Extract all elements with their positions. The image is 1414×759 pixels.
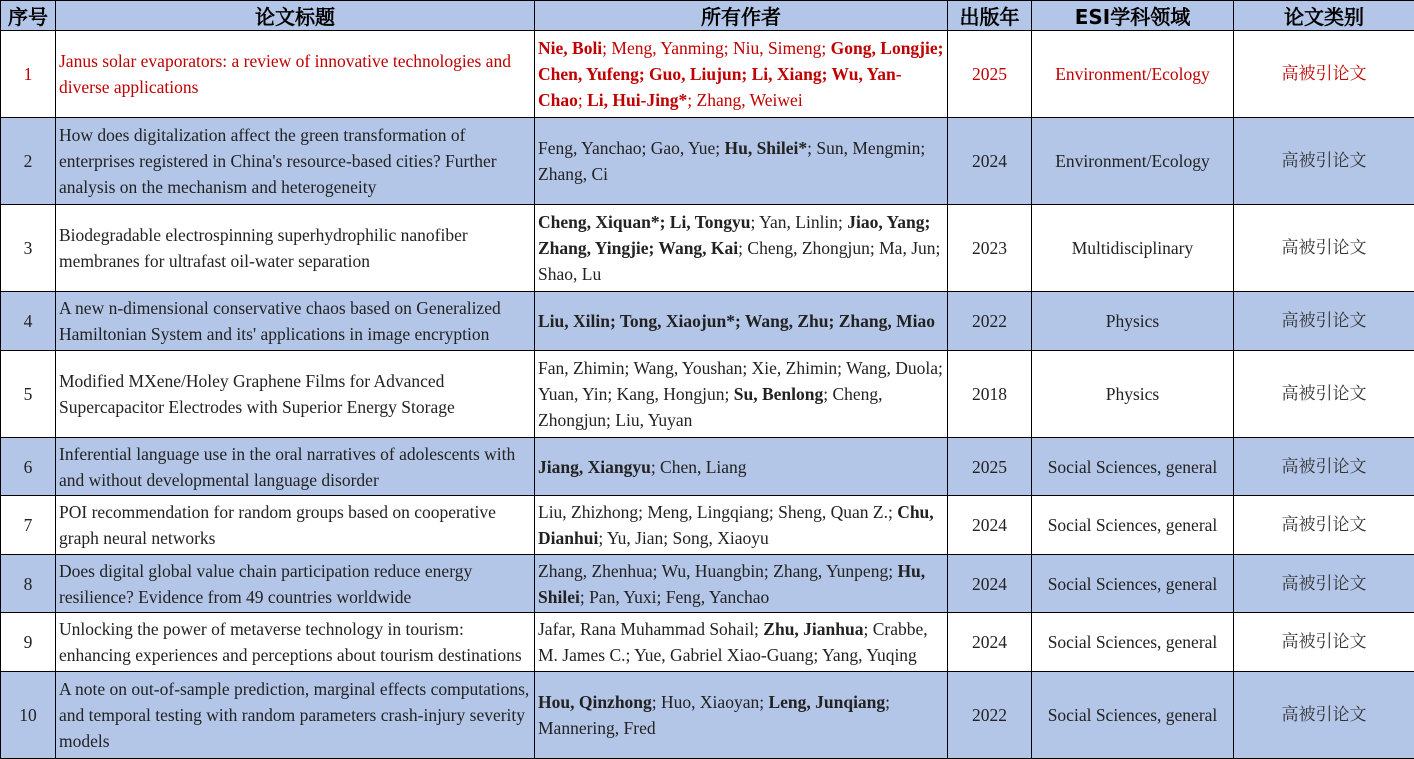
paper-title-cell: Inferential language use in the oral narratives of adolescents with and without developmental language disorder: [56, 437, 535, 495]
header-title: 论文标题: [56, 1, 535, 31]
table-body: [1, 31, 1414, 759]
year-cell: 2024: [948, 118, 1032, 205]
header-index: 序号: [1, 1, 56, 31]
row-index-cell: 5: [1, 350, 56, 437]
author-highlighted: Zhu, Jianhua: [763, 619, 864, 640]
authors-cell: [535, 496, 948, 554]
author-highlighted: Jiao, Yang; Zhang, Yingjie; Wang, Kai: [538, 212, 931, 259]
author-text: ; Yu, Jian; Song, Xiaoyu: [598, 528, 769, 549]
year-cell: 2023: [948, 205, 1032, 292]
year-cell: 2024: [948, 554, 1032, 612]
author-text: ; Pan, Yuxi; Feng, Yanchao: [579, 586, 770, 607]
category-cell: 高被引论文: [1234, 613, 1414, 671]
authors-cell: [535, 118, 948, 205]
author-highlighted: Li, Hui-Jing*: [587, 90, 688, 111]
year-cell: 2018: [948, 350, 1032, 437]
table-row: [1, 554, 1414, 612]
paper-title-cell: Janus solar evaporators: a review of innovative technologies and diverse applications: [56, 31, 535, 118]
year-cell: 2024: [948, 613, 1032, 671]
row-index-cell: 2: [1, 118, 56, 205]
table-row: [1, 205, 1414, 292]
table-row: [1, 31, 1414, 118]
author-text: ; Cheng, Zhongjun; Ma, Jun; Shao, Lu: [538, 238, 941, 285]
author-highlighted: Cheng, Xiquan*; Li, Tongyu: [538, 212, 751, 233]
esi-field-cell: Social Sciences, general: [1032, 613, 1234, 671]
esi-field-cell: Social Sciences, general: [1032, 437, 1234, 495]
author-text: ; Huo, Xiaoyan;: [651, 691, 769, 712]
paper-title-cell: POI recommendation for random groups based on cooperative graph neural networks: [56, 496, 535, 554]
esi-field-cell: Social Sciences, general: [1032, 671, 1234, 758]
table-row: [1, 437, 1414, 495]
row-index-cell: 7: [1, 496, 56, 554]
author-text: ; Zhang, Weiwei: [687, 90, 803, 111]
authors-cell: [535, 31, 948, 118]
table-row: [1, 671, 1414, 758]
year-cell: 2022: [948, 292, 1032, 350]
esi-field-cell: Environment/Ecology: [1032, 31, 1234, 118]
author-text: ; Crabbe, M. James C.; Yue, Gabriel Xiao-Guang; Yang, Yuqing: [538, 619, 928, 666]
authors-cell: [535, 292, 948, 350]
category-cell: 高被引论文: [1234, 205, 1414, 292]
row-index-cell: 1: [1, 31, 56, 118]
category-cell: 高被引论文: [1234, 671, 1414, 758]
author-highlighted: Chu, Dianhui: [538, 502, 934, 549]
year-cell: 2025: [948, 31, 1032, 118]
table-row: [1, 496, 1414, 554]
row-index-cell: 3: [1, 205, 56, 292]
author-text: ;: [577, 90, 588, 111]
row-index-cell: 8: [1, 554, 56, 612]
author-text: ; Meng, Yanming; Niu, Simeng;: [602, 38, 831, 59]
category-cell: 高被引论文: [1234, 118, 1414, 205]
authors-cell: [535, 671, 948, 758]
category-cell: 高被引论文: [1234, 31, 1414, 118]
category-cell: 高被引论文: [1234, 554, 1414, 612]
paper-title-cell: Unlocking the power of metaverse technology in tourism: enhancing experiences and perceptions about tourism destinations: [56, 613, 535, 671]
header-authors: 所有作者: [535, 1, 948, 31]
esi-field-cell: Physics: [1032, 292, 1234, 350]
table-row: [1, 292, 1414, 350]
authors-cell: [535, 350, 948, 437]
author-highlighted: Hu, Shilei: [538, 560, 926, 607]
author-text: Jafar, Rana Muhammad Sohail;: [538, 619, 764, 640]
paper-title-cell: Biodegradable electrospinning superhydrophilic nanofiber membranes for ultrafast oil-water separation: [56, 205, 535, 292]
esi-field-cell: Multidisciplinary: [1032, 205, 1234, 292]
esi-field-cell: Social Sciences, general: [1032, 496, 1234, 554]
authors-cell: [535, 554, 948, 612]
authors-cell: [535, 613, 948, 671]
paper-title-cell: Modified MXene/Holey Graphene Films for Advanced Supercapacitor Electrodes with Superior Energy Storage: [56, 350, 535, 437]
category-cell: 高被引论文: [1234, 437, 1414, 495]
author-highlighted: Su, Benlong: [733, 383, 824, 404]
author-text: ; Sun, Mengmin; Zhang, Ci: [538, 138, 926, 185]
paper-title-cell: A note on out-of-sample prediction, marginal effects computations, and temporal testing with random parameters crash-injury severity models: [56, 671, 535, 758]
table-row: [1, 118, 1414, 205]
author-highlighted: Hou, Qinzhong: [538, 691, 652, 712]
esi-field-cell: Environment/Ecology: [1032, 118, 1234, 205]
row-index-cell: 10: [1, 671, 56, 758]
author-text: Feng, Yanchao; Gao, Yue;: [538, 138, 725, 159]
header-year: 出版年: [948, 1, 1032, 31]
author-text: ; Mannering, Fred: [538, 691, 891, 738]
author-text: ; Chen, Liang: [650, 456, 747, 477]
row-index-cell: 4: [1, 292, 56, 350]
paper-title-cell: How does digitalization affect the green transformation of enterprises registered in China's resource-based cities? Further analysis on the mechanism and heterogeneity: [56, 118, 535, 205]
author-highlighted: Leng, Junqiang: [768, 691, 886, 712]
category-cell: 高被引论文: [1234, 350, 1414, 437]
paper-title-cell: Does digital global value chain participation reduce energy resilience? Evidence from 49 countries worldwide: [56, 554, 535, 612]
author-text: ; Cheng, Zhongjun; Liu, Yuyan: [538, 383, 883, 430]
row-index-cell: 9: [1, 613, 56, 671]
author-text: Zhang, Zhenhua; Wu, Huangbin; Zhang, Yunpeng;: [538, 560, 898, 581]
table-row: [1, 613, 1414, 671]
author-highlighted: Hu, Shilei*: [724, 138, 808, 159]
esi-field-cell: Social Sciences, general: [1032, 554, 1234, 612]
esi-field-cell: Physics: [1032, 350, 1234, 437]
category-cell: 高被引论文: [1234, 496, 1414, 554]
header-row: [1, 1, 1414, 31]
header-esi-field: ESI学科领域: [1032, 1, 1234, 31]
year-cell: 2024: [948, 496, 1032, 554]
paper-title-cell: A new n-dimensional conservative chaos based on Generalized Hamiltonian System and its' applications in image encryption: [56, 292, 535, 350]
author-highlighted: Jiang, Xiangyu: [538, 456, 651, 477]
authors-cell: [535, 437, 948, 495]
category-cell: 高被引论文: [1234, 292, 1414, 350]
year-cell: 2025: [948, 437, 1032, 495]
authors-cell: [535, 205, 948, 292]
author-text: ; Yan, Linlin;: [750, 212, 848, 233]
author-highlighted: Nie, Boli: [538, 38, 603, 59]
header-category: 论文类别: [1234, 1, 1414, 31]
year-cell: 2022: [948, 671, 1032, 758]
author-highlighted: Gong, Longjie; Chen, Yufeng; Guo, Liujun; Li, Xiang; Wu, Yan-Chao: [538, 38, 944, 111]
author-text: Liu, Zhizhong; Meng, Lingqiang; Sheng, Quan Z.;: [538, 502, 898, 523]
author-text: Fan, Zhimin; Wang, Youshan; Xie, Zhimin; Wang, Duola; Yuan, Yin; Kang, Hongjun;: [538, 357, 943, 404]
table-row: [1, 350, 1414, 437]
row-index-cell: 6: [1, 437, 56, 495]
author-highlighted: Liu, Xilin; Tong, Xiaojun*; Wang, Zhu; Zhang, Miao: [538, 311, 935, 332]
